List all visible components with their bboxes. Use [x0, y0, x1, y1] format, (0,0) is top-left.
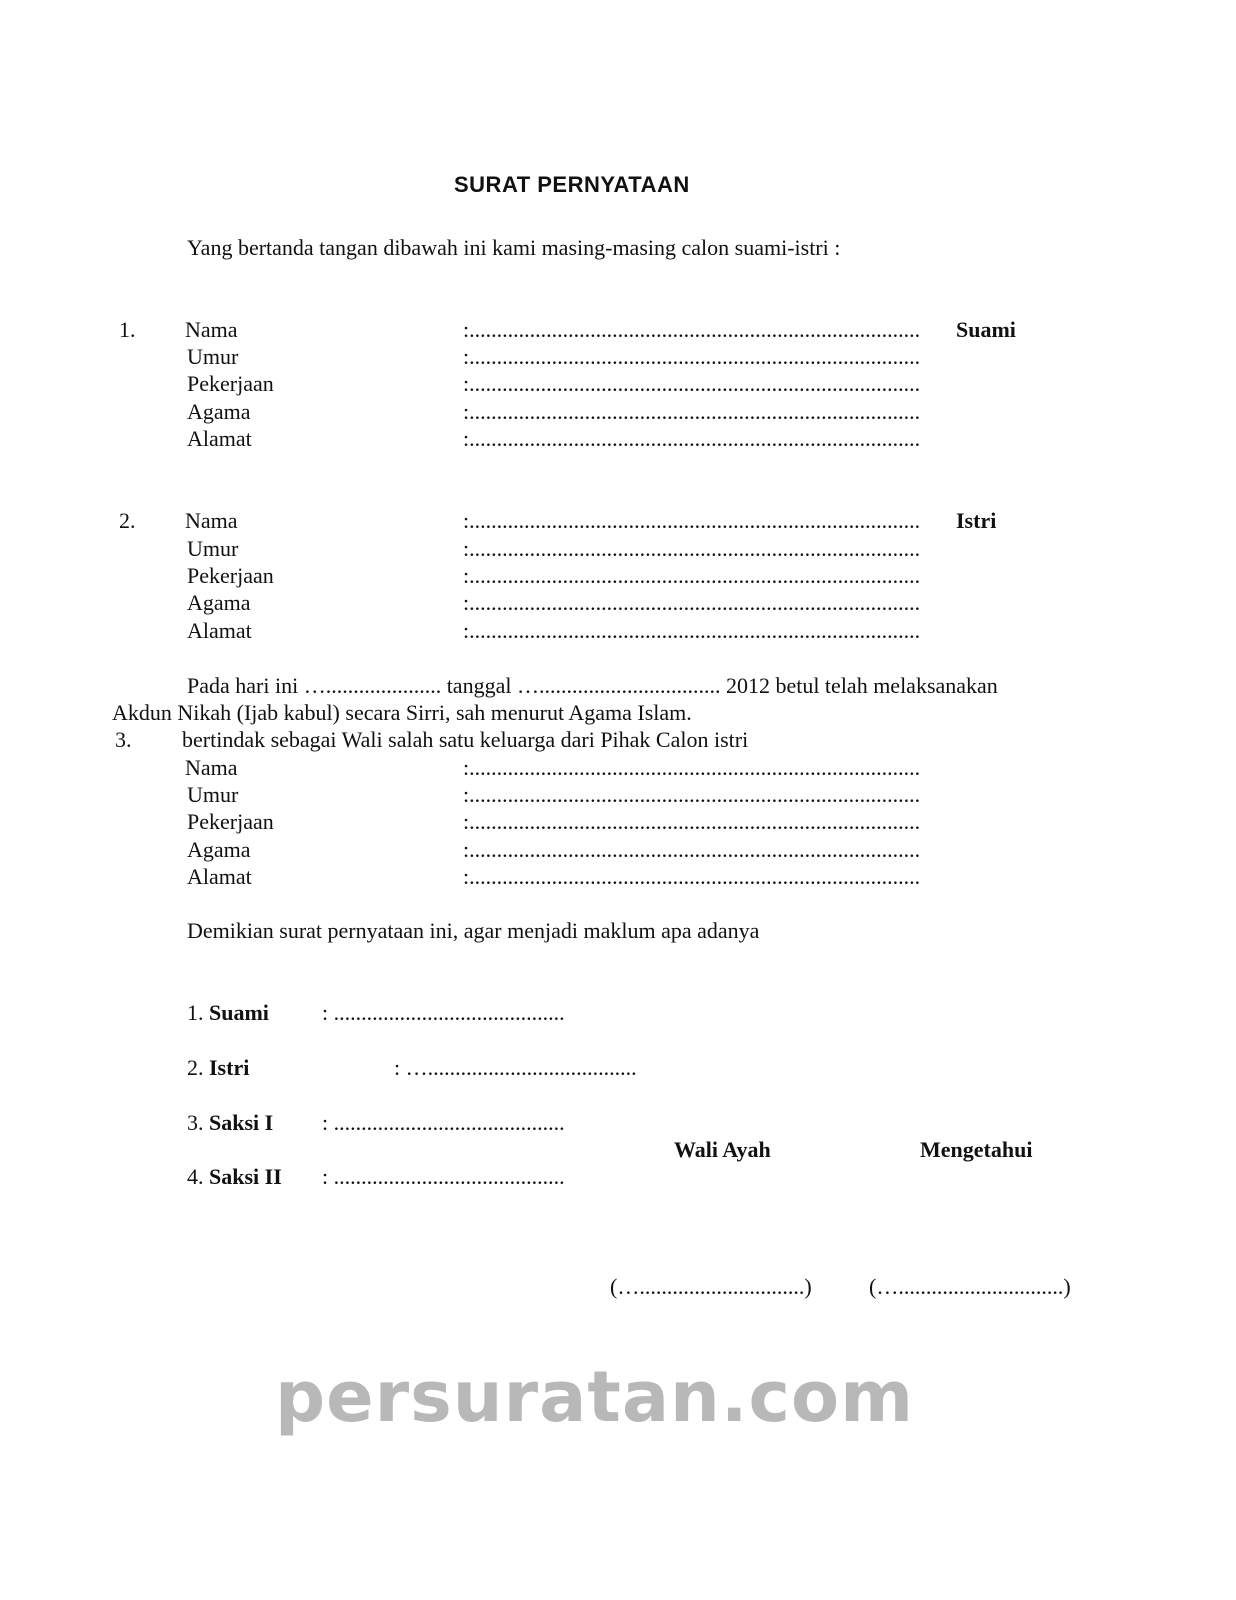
field-label-nama: Nama	[185, 317, 238, 342]
signature-line[interactable]: : ..........................................	[322, 1110, 565, 1135]
field-label-alamat: Alamat	[187, 426, 252, 451]
field-label-nama: Nama	[185, 755, 238, 780]
signature-row-suami	[187, 1002, 269, 1024]
side-label-suami: Suami	[956, 317, 1016, 342]
field-dots[interactable]: :..................................................................................	[463, 371, 921, 396]
field-dots[interactable]: :..................................................................................	[463, 317, 921, 342]
field-label-alamat: Alamat	[187, 618, 252, 643]
block-number: 2.	[119, 508, 136, 533]
field-dots[interactable]: :..................................................................................	[463, 755, 921, 780]
field-dots[interactable]: :..................................................................................	[463, 782, 921, 807]
signature-row-saksi-2	[187, 1166, 282, 1188]
closing-text: Demikian surat pernyataan ini, agar menjadi maklum apa adanya	[187, 918, 760, 943]
field-label-pekerjaan: Pekerjaan	[187, 563, 274, 588]
side-label-istri: Istri	[956, 508, 997, 533]
field-dots[interactable]: :..................................................................................	[463, 618, 921, 643]
field-label-umur: Umur	[187, 782, 239, 807]
block-number: 1.	[119, 317, 136, 342]
mengetahui-signature-line[interactable]: (…..............................)	[869, 1274, 1071, 1299]
signature-number: 3.	[187, 1110, 204, 1135]
intro-text: Yang bertanda tangan dibawah ini kami masing-masing calon suami-istri :	[187, 235, 841, 260]
field-label-nama: Nama	[185, 508, 238, 533]
watermark-text: persuratan.com	[275, 1356, 915, 1438]
field-label-pekerjaan: Pekerjaan	[187, 809, 274, 834]
field-dots[interactable]: :..................................................................................	[463, 399, 921, 424]
signature-label: Saksi I	[209, 1110, 274, 1135]
signature-row-saksi-1	[187, 1112, 273, 1134]
mengetahui-label: Mengetahui	[920, 1137, 1033, 1162]
field-dots[interactable]: :..................................................................................	[463, 426, 921, 451]
field-dots[interactable]: :..................................................................................	[463, 590, 921, 615]
signature-label: Saksi II	[209, 1164, 282, 1189]
wali-ayah-label: Wali Ayah	[674, 1137, 771, 1162]
wali-ayah-signature-line[interactable]: (…..............................)	[610, 1274, 812, 1299]
field-label-umur: Umur	[187, 344, 239, 369]
wali-heading: bertindak sebagai Wali salah satu keluarga dari Pihak Calon istri	[182, 727, 749, 752]
signature-line[interactable]: : …......................................	[394, 1055, 637, 1080]
field-dots[interactable]: :..................................................................................	[463, 809, 921, 834]
field-dots[interactable]: :..................................................................................	[463, 864, 921, 889]
signature-number: 4.	[187, 1164, 204, 1189]
paragraph-line-1: Pada hari ini …..................... tanggal …................................. 2012 betul telah melaksanakan	[187, 673, 998, 698]
document-title: SURAT PERNYATAAN	[454, 172, 690, 197]
field-dots[interactable]: :..................................................................................	[463, 536, 921, 561]
block-number: 3.	[115, 727, 132, 752]
signature-row-istri	[187, 1057, 249, 1079]
signature-label: Suami	[209, 1000, 269, 1025]
signature-number: 2.	[187, 1055, 204, 1080]
field-label-agama: Agama	[187, 837, 251, 862]
signature-number: 1.	[187, 1000, 204, 1025]
field-label-agama: Agama	[187, 590, 251, 615]
field-dots[interactable]: :..................................................................................	[463, 563, 921, 588]
signature-label: Istri	[209, 1055, 250, 1080]
field-label-umur: Umur	[187, 536, 239, 561]
field-label-pekerjaan: Pekerjaan	[187, 371, 274, 396]
field-dots[interactable]: :..................................................................................	[463, 837, 921, 862]
field-label-agama: Agama	[187, 399, 251, 424]
paragraph-line-2: Akdun Nikah (Ijab kabul) secara Sirri, sah menurut Agama Islam.	[112, 700, 692, 725]
field-dots[interactable]: :..................................................................................	[463, 508, 921, 533]
field-label-alamat: Alamat	[187, 864, 252, 889]
signature-line[interactable]: : ..........................................	[322, 1164, 565, 1189]
signature-line[interactable]: : ..........................................	[322, 1000, 565, 1025]
field-dots[interactable]: :..................................................................................	[463, 344, 921, 369]
